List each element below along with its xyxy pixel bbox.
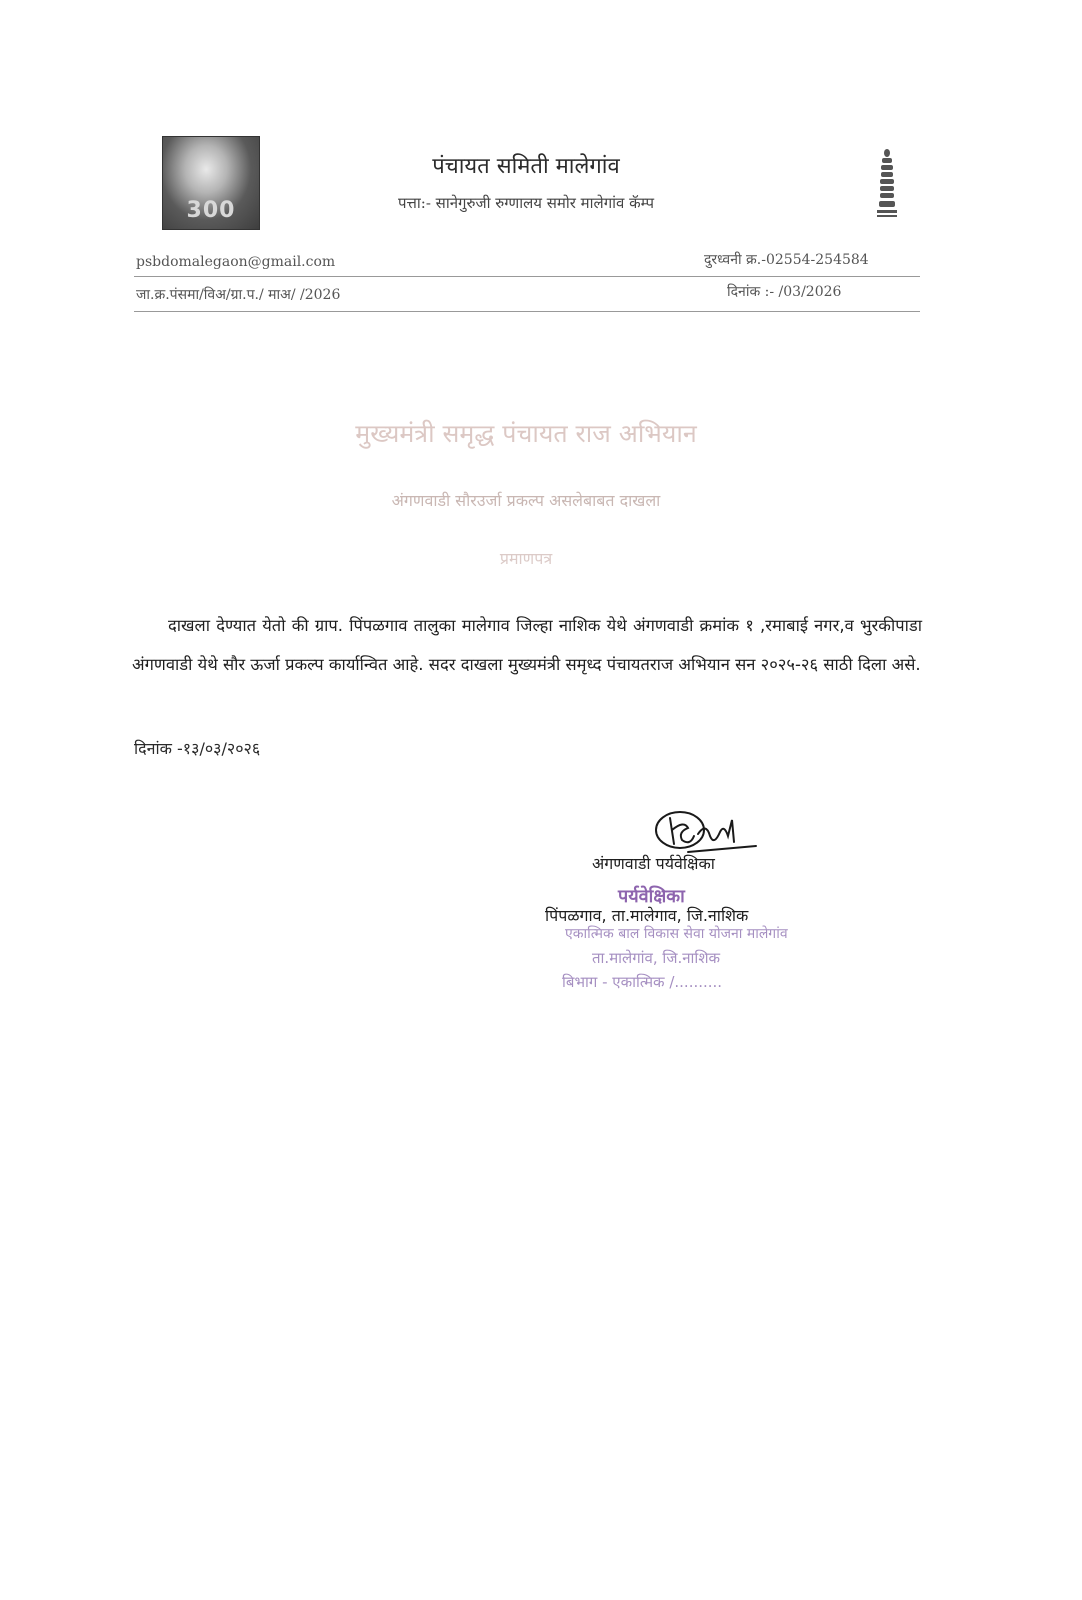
office-name: पंचायत समिती मालेगांव bbox=[432, 154, 620, 179]
subject-line: अंगणवाडी सौरउर्जा प्रकल्प असलेबाबत दाखला bbox=[391, 491, 661, 510]
divider bbox=[134, 276, 920, 277]
divider bbox=[134, 311, 920, 312]
signatory-designation: अंगणवाडी पर्यवेक्षिका bbox=[592, 854, 715, 873]
letter-date: दिनांक :- /03/2026 bbox=[727, 284, 842, 300]
stamp-line: ता.मालेगांव, जि.नाशिक bbox=[592, 949, 721, 967]
reference-number: जा.क्र.पंसमा/विअ/ग्रा.प./ माअ/ /2026 bbox=[136, 287, 341, 303]
signatory-place: पिंपळगाव, ता.मालेगाव, जि.नाशिक bbox=[545, 906, 749, 925]
office-address: पत्ता:- सानेगुरुजी रुग्णालय समोर मालेगांव कॅम्प bbox=[398, 194, 654, 212]
state-emblem-icon bbox=[876, 147, 898, 221]
stamp-title: पर्यवेक्षिका bbox=[618, 886, 685, 907]
handwritten-signature-icon bbox=[648, 806, 766, 858]
stamp-line: एकात्मिक बाल विकास सेवा योजना मालेगांव bbox=[565, 926, 788, 942]
emblem-text: 300 bbox=[186, 198, 236, 223]
issue-date: दिनांक -१३/०३/२०२६ bbox=[134, 739, 261, 758]
certificate-heading: प्रमाणपत्र bbox=[499, 549, 553, 568]
office-phone: दुरध्वनी क्र.-02554-254584 bbox=[704, 252, 869, 268]
office-email: psbdomalegaon@gmail.com bbox=[136, 254, 336, 270]
stamp-line: बिभाग - एकात्मिक /.......... bbox=[562, 973, 723, 991]
certificate-body: दाखला देण्यात येतो की ग्राप. पिंपळगाव तालुका मालेगाव जिल्हा नाशिक येथे अंगणवाडी क्रमांक १ ,रमाबाई नगर,व भुरकीपाडा अंगणवाडी येथे सौर ऊर्जा प्रकल्प कार्यान्वित आहे. सदर दाखला मुख्यमंत्री समृध्द पंचायतराज अभियान सन २०२५-२६ साठी दिला असे. bbox=[132, 616, 922, 674]
scheme-title: मुख्यमंत्री समृद्ध पंचायत राज अभियान bbox=[355, 419, 697, 448]
